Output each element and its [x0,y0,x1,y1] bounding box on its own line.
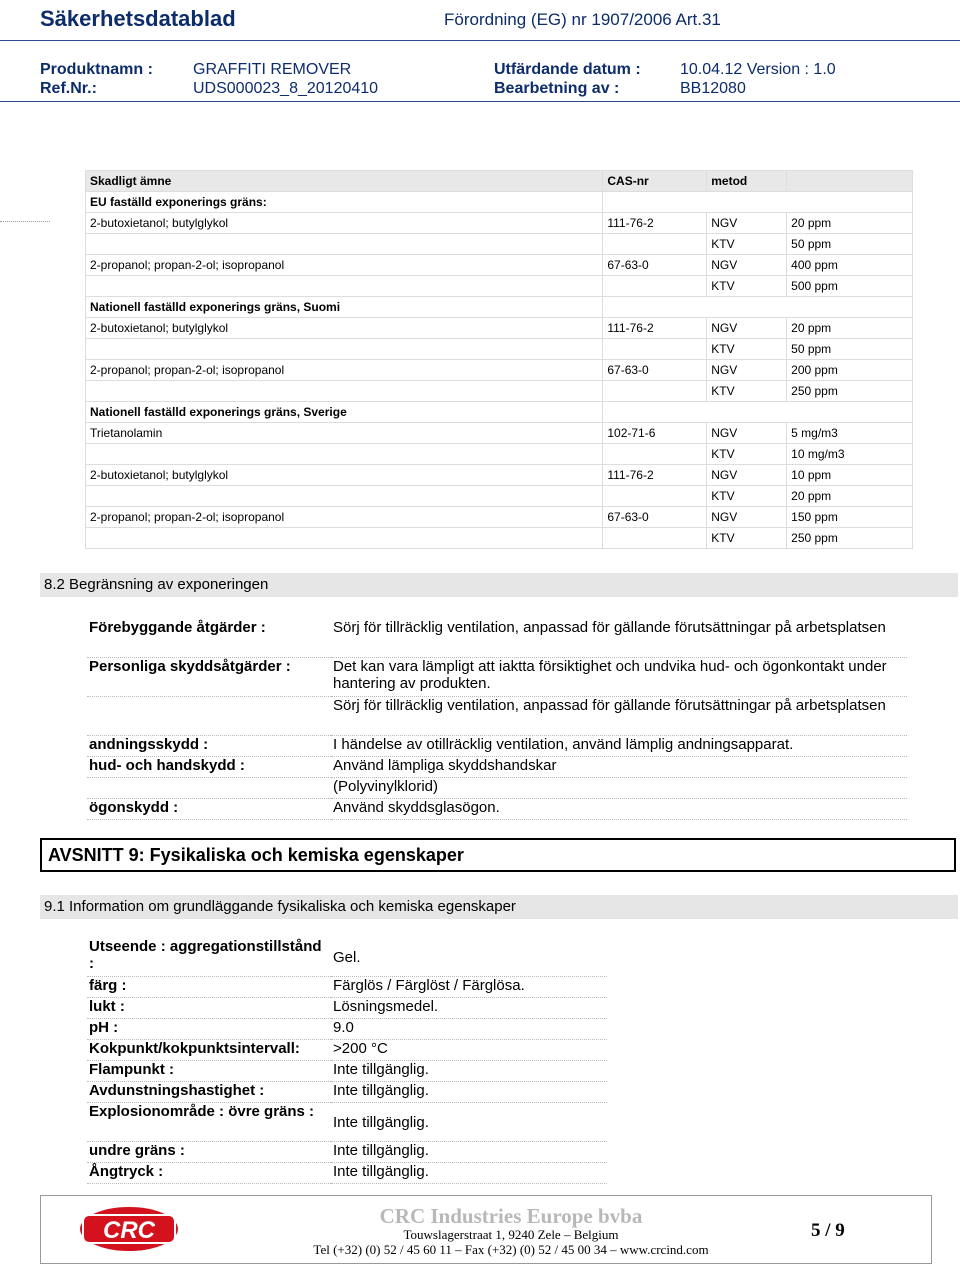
physical-properties-table [87,938,607,1184]
cell-cas: 67-63-0 [603,255,707,276]
cell-cas [603,381,707,402]
cell-substance [86,234,603,255]
column-header-value [787,171,913,192]
property-row [87,1082,607,1103]
property-label: lukt : [87,998,331,1019]
property-row [87,1019,607,1040]
property-label: ögonskydd : [87,799,331,820]
property-value: Inte tillgänglig. [331,1061,607,1082]
property-row [87,977,607,998]
cell-method: NGV [707,318,787,339]
product-label: Produktnamn : [40,61,153,78]
cell-method: NGV [707,465,787,486]
property-row [87,619,907,658]
cell-substance [86,486,603,507]
table-section-row [86,192,913,213]
page-footer [40,1195,932,1264]
cell-value: 400 ppm [787,255,913,276]
cell-method: KTV [707,444,787,465]
property-value: Lösningsmedel. [331,998,607,1019]
cell-cas: 67-63-0 [603,507,707,528]
column-header-cas: CAS-nr [603,171,707,192]
ref-label: Ref.Nr.: [40,80,97,97]
cell-substance: 2-propanol; propan-2-ol; isopropanol [86,255,603,276]
cell-method: NGV [707,507,787,528]
property-label [87,697,331,736]
svg-text:CRC: CRC [103,1217,155,1244]
cell-value: 150 ppm [787,507,913,528]
cell-cas: 111-76-2 [603,465,707,486]
margin-marker [0,221,50,222]
table-section-row [86,402,913,423]
cell-method: KTV [707,381,787,402]
property-value: Det kan vara lämpligt att iaktta försiktighet och undvika hud- och ögonkontakt under hantering av produkten. [331,658,907,697]
empty-cell [603,297,913,318]
cell-substance [86,444,603,465]
property-row [87,1163,607,1184]
cell-method: NGV [707,423,787,444]
crc-logo [79,1205,179,1253]
property-value: Sörj för tillräcklig ventilation, anpassad för gällande förutsättningar på arbetsplatsen [331,619,907,658]
table-row [86,381,913,402]
table-header-row [86,171,913,192]
header-divider-bottom [0,101,960,102]
property-label: Personliga skyddsåtgärder : [87,658,331,697]
property-label: pH : [87,1019,331,1040]
property-label: undre gräns : [87,1142,331,1163]
property-value: 9.0 [331,1019,607,1040]
cell-cas [603,276,707,297]
cell-substance [86,528,603,549]
property-label: Ångtryck : [87,1163,331,1184]
issued-label: Utfärdande datum : [494,61,641,78]
company-contact: Tel (+32) (0) 52 / 45 60 11 – Fax (+32) (0) 52 / 45 00 34 – www.crcind.com [313,1242,709,1257]
property-label: Flampunkt : [87,1061,331,1082]
table-row [86,444,913,465]
ref-value: UDS000023_8_20120410 [193,80,379,97]
exposure-limits-table [85,170,913,549]
table-row [86,486,913,507]
cell-cas: 111-76-2 [603,318,707,339]
section-9-1-heading: 9.1 Information om grundläggande fysikaliska och kemiska egenskaper [40,895,958,919]
company-name: CRC Industries Europe bvba [379,1204,643,1228]
property-label: andningsskydd : [87,736,331,757]
edited-value: BB12080 [680,80,746,97]
regulation-reference: Förordning (EG) nr 1907/2006 Art.31 [444,10,721,29]
cell-cas: 111-76-2 [603,213,707,234]
cell-method: KTV [707,528,787,549]
cell-method: NGV [707,213,787,234]
product-value: GRAFFITI REMOVER [193,61,352,78]
property-row [87,697,907,736]
table-row [86,234,913,255]
property-label: Explosionområde : övre gräns : [87,1103,331,1142]
table-row [86,465,913,486]
cell-value: 10 ppm [787,465,913,486]
table-row [86,276,913,297]
table-row [86,255,913,276]
property-row [87,1142,607,1163]
property-row [87,1040,607,1061]
table-row [86,339,913,360]
property-label: Förebyggande åtgärder : [87,619,331,658]
cell-value: 10 mg/m3 [787,444,913,465]
property-value: Inte tillgänglig. [331,1163,607,1184]
section-label: Nationell faställd exponerings gräns, Suomi [86,297,603,318]
property-row [87,658,907,697]
property-value: Färglös / Färglöst / Färglösa. [331,977,607,998]
edited-label: Bearbetning av : [494,80,620,97]
table-section-row [86,297,913,318]
property-value: Använd lämpliga skyddshandskar [331,757,907,778]
cell-substance: Trietanolamin [86,423,603,444]
cell-substance [86,381,603,402]
section-8-2-heading: 8.2 Begränsning av exponeringen [40,573,958,597]
property-value: (Polyvinylklorid) [331,778,907,799]
cell-value: 250 ppm [787,381,913,402]
cell-method: KTV [707,339,787,360]
cell-substance: 2-butoxietanol; butylglykol [86,213,603,234]
table-row [86,507,913,528]
property-value: Inte tillgänglig. [331,1103,607,1142]
property-value: Sörj för tillräcklig ventilation, anpassad för gällande förutsättningar på arbetsplatsen [331,697,907,736]
cell-substance: 2-propanol; propan-2-ol; isopropanol [86,360,603,381]
cell-method: KTV [707,276,787,297]
property-row [87,938,607,977]
table-row [86,318,913,339]
property-row [87,757,907,778]
property-label: hud- och handskydd : [87,757,331,778]
cell-cas [603,528,707,549]
table-row [86,528,913,549]
property-value: >200 °C [331,1040,607,1061]
column-header-method: metod [707,171,787,192]
cell-value: 200 ppm [787,360,913,381]
cell-value: 250 ppm [787,528,913,549]
property-value: Inte tillgänglig. [331,1082,607,1103]
cell-cas [603,339,707,360]
section-label: Nationell faställd exponerings gräns, Sverige [86,402,603,423]
cell-cas [603,486,707,507]
cell-value: 20 ppm [787,486,913,507]
cell-substance: 2-propanol; propan-2-ol; isopropanol [86,507,603,528]
section-9-heading: AVSNITT 9: Fysikaliska och kemiska egenskaper [40,838,956,872]
property-label: färg : [87,977,331,998]
table-row [86,360,913,381]
section-label: EU faställd exponerings gräns: [86,192,603,213]
header-divider [0,40,960,41]
cell-cas: 102-71-6 [603,423,707,444]
issued-value: 10.04.12 Version : 1.0 [680,61,836,78]
cell-substance: 2-butoxietanol; butylglykol [86,318,603,339]
property-label [87,778,331,799]
cell-cas: 67-63-0 [603,360,707,381]
cell-value: 5 mg/m3 [787,423,913,444]
property-value: I händelse av otillräcklig ventilation, använd lämplig andningsapparat. [331,736,907,757]
empty-cell [603,192,913,213]
property-row [87,778,907,799]
cell-method: NGV [707,255,787,276]
cell-substance: 2-butoxietanol; butylglykol [86,465,603,486]
document-title: Säkerhetsdatablad [40,6,236,31]
property-label: Kokpunkt/kokpunktsintervall: [87,1040,331,1061]
property-value: Inte tillgänglig. [331,1142,607,1163]
property-row [87,799,907,820]
cell-substance [86,339,603,360]
table-row [86,423,913,444]
property-label: Avdunstningshastighet : [87,1082,331,1103]
property-label: Utseende : aggregationstillstånd : [87,938,331,977]
cell-cas [603,444,707,465]
cell-method: NGV [707,360,787,381]
column-header-substance: Skadligt ämne [86,171,603,192]
table-row [86,213,913,234]
cell-method: KTV [707,234,787,255]
cell-method: KTV [707,486,787,507]
property-value: Gel. [331,938,607,977]
empty-cell [603,402,913,423]
property-row [87,1061,607,1082]
cell-cas [603,234,707,255]
property-row [87,998,607,1019]
property-row [87,736,907,757]
cell-substance [86,276,603,297]
cell-value: 50 ppm [787,339,913,360]
cell-value: 50 ppm [787,234,913,255]
cell-value: 500 ppm [787,276,913,297]
page-number: 5 / 9 [811,1220,845,1241]
exposure-control-table [87,619,907,820]
property-row [87,1103,607,1142]
cell-value: 20 ppm [787,318,913,339]
company-address: Touwslagerstraat 1, 9240 Zele – Belgium [403,1227,619,1242]
cell-value: 20 ppm [787,213,913,234]
property-value: Använd skyddsglasögon. [331,799,907,820]
